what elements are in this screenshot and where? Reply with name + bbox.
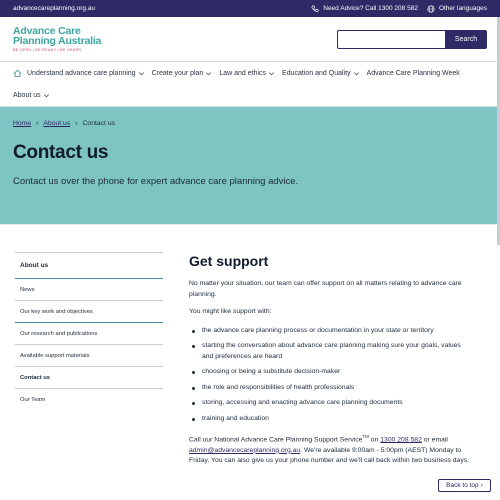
logo-line-2: Planning Australia xyxy=(13,35,102,47)
nav-create-plan-label: Create your plan xyxy=(151,69,204,77)
chevron-down-icon xyxy=(138,70,145,77)
home-icon[interactable] xyxy=(13,69,22,78)
nav-understand-label: Understand advance care planning xyxy=(27,69,136,77)
sidebar-item-support-materials[interactable]: Available support materials xyxy=(15,345,163,367)
page-content xyxy=(0,252,500,467)
support-list xyxy=(189,326,471,425)
section-sidebar xyxy=(15,252,163,467)
list-item: the advance care planning process or documentation in your state or territory xyxy=(189,326,471,337)
sidebar-item-our-team[interactable]: Our Team xyxy=(20,397,46,403)
sidebar-heading-about-us[interactable]: About us xyxy=(15,253,163,279)
section-title: Get support xyxy=(189,253,269,269)
other-languages-label: Other languages xyxy=(438,5,487,12)
nav-understand[interactable] xyxy=(27,70,145,77)
breadcrumb-home[interactable]: Home xyxy=(13,120,32,127)
list-item: starting the conversation about advance care planning making sure your goals, values and preferences are heard xyxy=(189,341,471,362)
phone-link[interactable]: 1300 208 582 xyxy=(380,436,422,444)
breadcrumb-current: Contact us xyxy=(82,120,116,127)
chevron-down-icon xyxy=(353,70,360,77)
need-advice-label: Need Advice? Call 1300 208 582 xyxy=(323,5,418,12)
nav-law-ethics-label: Law and ethics xyxy=(219,69,267,77)
nav-acp-week-label: Advance Care Planning Week xyxy=(366,69,460,77)
sidebar-item-research[interactable]: Our research and publications xyxy=(15,323,163,345)
main-nav xyxy=(0,61,500,107)
top-utility-bar xyxy=(0,0,500,17)
chevron-down-icon xyxy=(205,70,212,77)
main-article xyxy=(189,252,471,467)
logo-tagline: BE OPEN | BE READY | BE HEARD xyxy=(13,48,82,52)
logo-line-1: Advance Care xyxy=(13,25,81,37)
chevron-right-icon: › xyxy=(36,120,39,127)
list-item: training and education xyxy=(189,414,471,425)
phone-icon xyxy=(311,5,319,13)
paragraph-intro: No matter your situation, our team can offer support on all matters relating to advance care planning. xyxy=(189,280,462,298)
other-languages-link[interactable] xyxy=(427,5,487,13)
contact-text-b: on xyxy=(368,436,381,444)
search-input[interactable] xyxy=(337,30,445,49)
sidebar-item-news[interactable]: News xyxy=(15,279,163,301)
site-header xyxy=(0,17,500,61)
page-title: Contact us xyxy=(13,142,109,163)
nav-law-ethics[interactable] xyxy=(219,70,275,77)
site-url-link[interactable]: advancecareplanning.org.au xyxy=(13,5,96,12)
breadcrumb-about-us[interactable]: About us xyxy=(43,120,71,127)
nav-create-plan[interactable] xyxy=(152,70,213,77)
chevron-right-icon: › xyxy=(75,120,78,127)
list-item: the role and responsibilities of health professionals xyxy=(189,383,471,394)
page-hero xyxy=(0,107,500,224)
chevron-up-icon: › xyxy=(480,482,483,489)
chevron-down-icon xyxy=(43,92,50,99)
search-form xyxy=(337,30,487,49)
chevron-down-icon xyxy=(268,70,275,77)
search-button[interactable]: Search xyxy=(445,30,487,49)
sidebar-item-key-work[interactable]: Our key work and objectives xyxy=(15,301,163,323)
sidebar-item-contact-us[interactable]: Contact us xyxy=(15,367,163,389)
site-logo[interactable] xyxy=(13,26,337,52)
nav-education-quality-label: Education and Quality xyxy=(282,69,351,77)
list-item: storing, accessing and enacting advance care planning documents xyxy=(189,398,471,409)
nav-education-quality[interactable] xyxy=(282,70,360,77)
divider xyxy=(0,224,500,225)
need-advice-link[interactable] xyxy=(311,5,418,13)
back-to-top-label: Back to top xyxy=(446,482,479,489)
list-item: choosing or being a substitute decision-maker xyxy=(189,367,471,378)
nav-about-us-label: About us xyxy=(13,91,41,99)
contact-text-d: . We're available 9:00am - 5:00pm (AEST) Monday to Friday. You can also give us your phone number and we'll call back within two business days. xyxy=(189,446,469,465)
paragraph-support-lead: You might like support with: xyxy=(189,308,272,315)
nav-about-us[interactable] xyxy=(13,92,50,99)
nav-acp-week[interactable] xyxy=(367,70,460,77)
back-to-top-button[interactable] xyxy=(438,479,491,492)
trademark-mark: TM xyxy=(362,434,369,439)
breadcrumb xyxy=(13,107,487,127)
contact-text-a: Call our National Advance Care Planning Support Service xyxy=(189,436,363,444)
email-link[interactable]: admin@advancecareplanning.org.au xyxy=(189,446,301,454)
paragraph-contact xyxy=(189,432,471,467)
page-intro: Contact us over the phone for expert advance care planning advice. xyxy=(13,176,299,187)
contact-text-c: or email xyxy=(421,436,448,444)
globe-icon xyxy=(427,5,435,13)
